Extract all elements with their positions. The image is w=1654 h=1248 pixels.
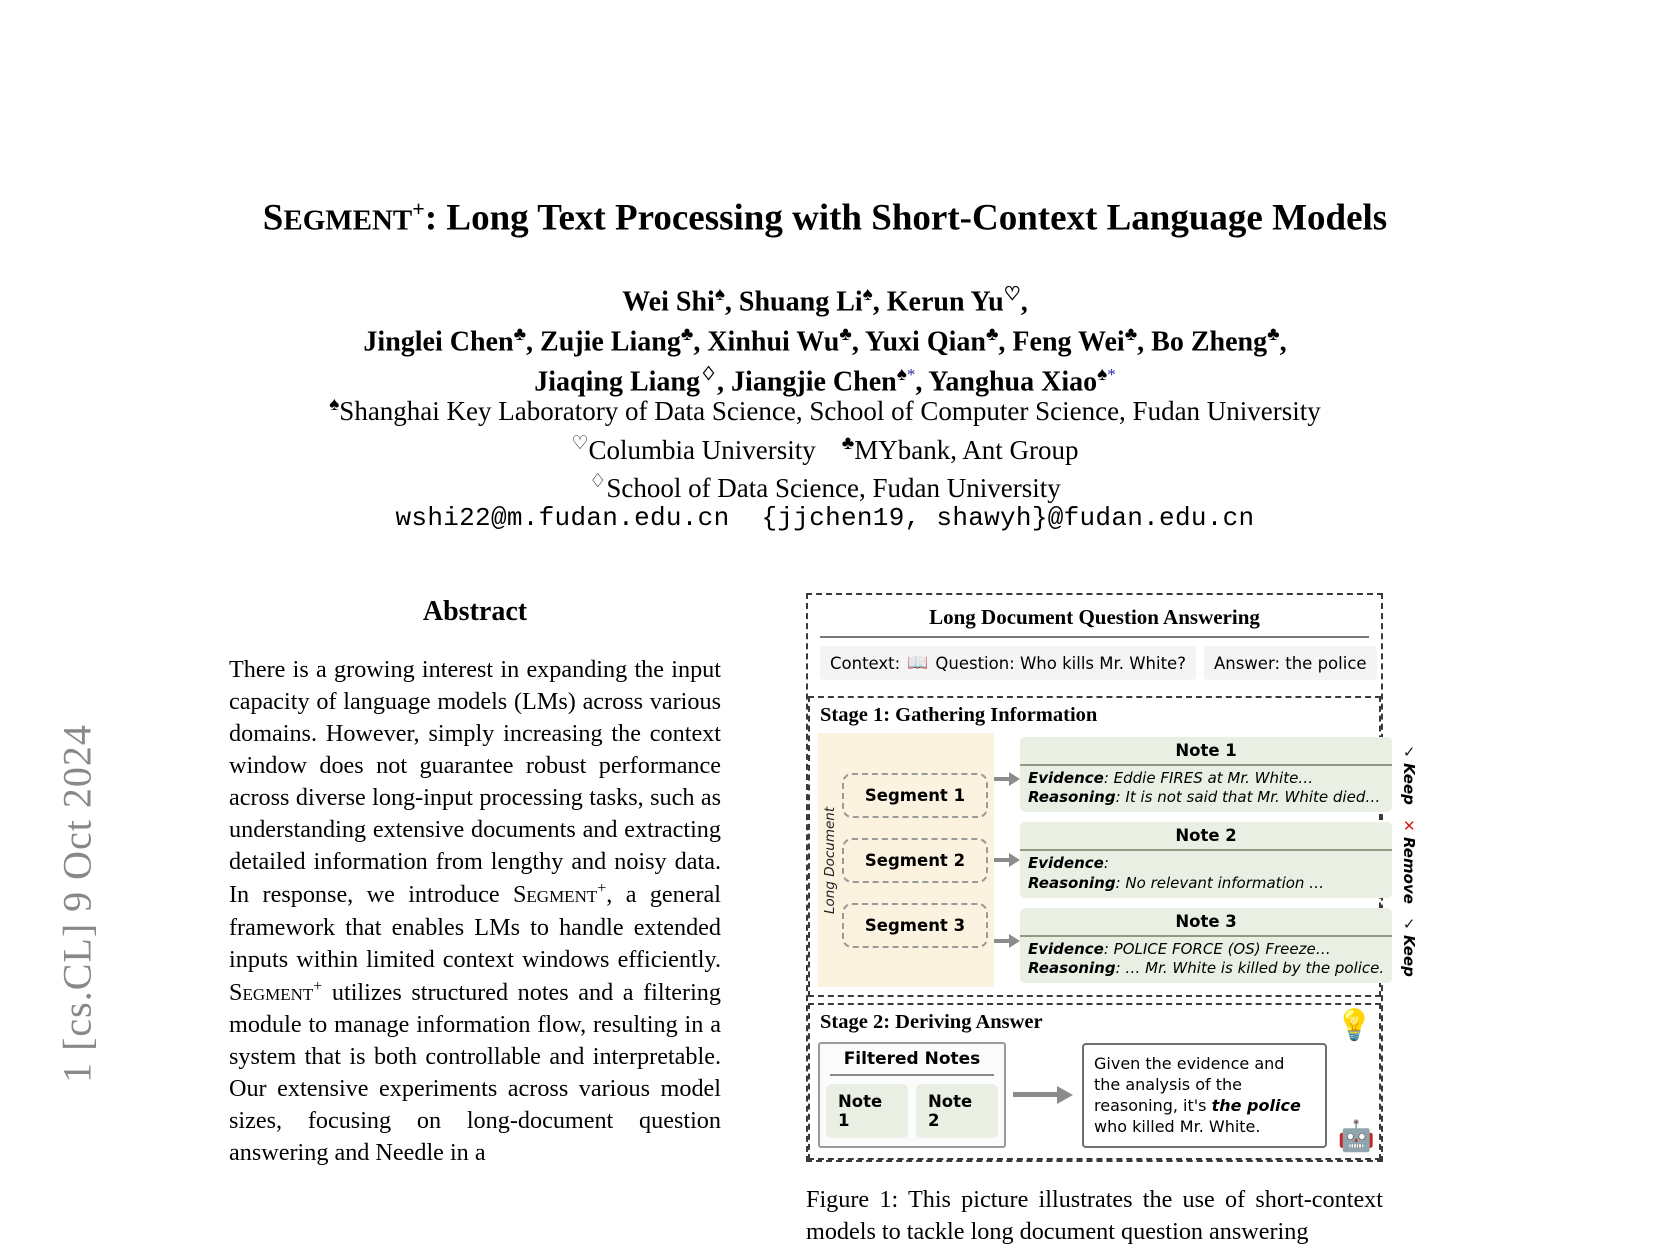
affiliation-text: Columbia University [588,434,816,465]
arrow-right-icon [994,934,1020,948]
author-affiliation-mark: ♠ [714,284,725,305]
figure-outer-frame [806,593,1419,1162]
method-name-superscript: + [313,977,323,995]
email-secondary[interactable]: {jjchen19, shawyh}@fudan.edu.cn [761,503,1255,533]
stage-1-body [818,733,1419,987]
author-affiliation-mark: ♣ [985,323,999,345]
author-line-3: Jiaqing Liang♢, Jiangjie Chen♠*, Yanghua Xiao♠* [534,363,1116,398]
answer-highlight: the police [1211,1096,1301,1116]
abstract-text-part-3: utilizes structured notes and a filtering module to manage information flow, resulting in a system that is both controllable and interpretable. Our extensive experiments across various model sizes, focusing on long-document question answering and Needle in a [229,978,721,1167]
stage-1-box [808,696,1419,997]
author-name: Wei Shi [622,286,715,318]
context-label: Context: [830,653,901,673]
decision-label: Keep [1400,935,1419,978]
note-body [1020,766,1392,812]
abstract-column [229,596,721,1169]
note-card [1020,737,1392,812]
title-tail: : Long Text Processing with Short-Context Language Models [424,197,1388,239]
author-line-1: Wei Shi♠, Shuang Li♠, Kerun Yu♡, [622,284,1028,318]
note-body [1020,937,1392,983]
answer-prefix: Given the evidence and the analysis of the reasoning, it's [1094,1053,1285,1116]
note-card [1020,822,1392,897]
filtered-notes-chips [826,1084,998,1138]
stage-2-box [808,1003,1381,1160]
reasoning-text: : … Mr. White is killed by the police. [1115,958,1385,977]
method-name: Segment [512,881,598,909]
author-name: Bo Zheng [1151,326,1268,358]
note-reasoning-line [1028,874,1384,893]
note-title: Note 1 [1020,737,1392,766]
arrow-right-icon [994,853,1020,867]
author-affiliation-mark: ♠ [1097,363,1108,385]
affiliations-block [180,392,1470,508]
affiliation-line-1 [180,392,1470,431]
abstract-heading: Abstract [422,596,528,627]
evidence-label: Evidence [1028,939,1104,958]
figure-column [806,593,1419,1248]
reasoning-label: Reasoning [1028,958,1116,977]
long-document-label: Long Document [822,806,838,914]
reasoning-text: : It is not said that Mr. White died… [1115,788,1381,807]
note-reasoning-line [1028,959,1384,978]
title-lead-cap: S [262,197,284,239]
title-lead-rest: EGMENT [283,204,413,237]
arrow-right-icon [994,772,1020,786]
decision-label: Keep [1400,762,1419,805]
author-affiliation-mark: ♣ [680,323,694,345]
segments-stack [842,773,988,948]
cross-icon: ✕ [1400,816,1419,835]
figure-caption: Figure 1: This picture illustrates the use of short-context models to tackle long document question answering [806,1186,1383,1246]
method-name: Segment [229,978,314,1006]
corresponding-author-star: * [1107,364,1116,384]
abstract-text-part-1: There is a growing interest in expanding the input capacity of language models (LMs) across various domains. However, simply increasing the context window does not guarantee robust performance across diverse long-input processing tasks, such as understanding extensive documents and extracting detailed information from lengthy and noisy data. In response, we introduce [229,656,721,909]
question-label: Question: Who kills Mr. White? [935,653,1186,673]
page-title [180,196,1470,241]
author-name: Jinglei Chen [363,326,514,358]
affiliation-mark: ♢ [589,471,607,493]
check-icon: ✓ [1400,915,1419,934]
affiliation-line-2 [180,431,1470,470]
author-name: Jiaqing Liang [534,366,700,398]
note-evidence-line [1028,769,1384,788]
check-icon: ✓ [1400,742,1419,761]
paper-title-block [180,196,1470,241]
note-title: Note 3 [1020,908,1392,937]
note-body [1020,851,1392,897]
final-answer-bubble [1082,1043,1327,1148]
author-affiliation-mark: ♢ [700,363,718,385]
stage-1-title: Stage 1: Gathering Information [820,704,1098,726]
affiliation-mark: ♡ [571,432,589,454]
evidence-text: : Eddie FIRES at Mr. White… [1103,769,1314,787]
decision-remove [1400,817,1418,904]
filtered-notes-title: Filtered Notes [830,1049,994,1076]
filtered-note-chip[interactable]: Note 2 [916,1084,998,1138]
context-question-answer-row [816,646,1373,682]
arrow-right-icon [1013,1086,1075,1104]
affiliation-line-3 [180,469,1470,508]
author-name: Zujie Liang [540,326,681,358]
decision-keep [1400,743,1418,805]
emails-block [180,503,1470,533]
authors-block [180,282,1470,402]
affiliation-text: Shanghai Key Laboratory of Data Science, School of Computer Science, Fudan University [339,396,1321,426]
note-title: Note 2 [1020,822,1392,851]
segments-column [818,733,994,987]
author-affiliation-mark: ♣ [1267,323,1280,345]
reasoning-label: Reasoning [1028,873,1116,892]
lightbulb-icon: 💡 [1335,1009,1373,1043]
segment-chip[interactable]: Segment 2 [842,838,988,883]
author-name: Jiangjie Chen [731,366,897,398]
note-evidence-line [1028,940,1384,959]
abstract-body [229,654,721,1169]
author-affiliation-mark: ♣ [1124,323,1138,345]
evidence-label: Evidence [1028,769,1104,787]
author-affiliation-mark: ♣ [513,323,527,345]
affiliation-mark: ♠ [329,394,340,415]
answer-cell: Answer: the police [1204,646,1377,680]
note-card [1020,908,1392,983]
reasoning-label: Reasoning [1028,788,1116,807]
note-reasoning-line [1028,788,1384,807]
robot-icon: 🤖 [1337,1120,1375,1154]
filtered-note-chip[interactable]: Note 1 [826,1084,908,1138]
email-primary[interactable]: wshi22@m.fudan.edu.cn [395,503,730,533]
affiliation-mark: ♣ [841,432,855,454]
affiliation-text: School of Data Science, Fudan University [606,473,1061,504]
answer-suffix: who killed Mr. White. [1094,1117,1261,1137]
note-evidence-line [1028,854,1384,873]
segment-to-note-arrows [994,733,1020,987]
reasoning-text: : No relevant information … [1115,873,1325,892]
author-affiliation-mark: ♠ [862,284,873,305]
method-name-superscript: + [597,880,607,898]
author-affiliation-mark: ♣ [839,323,852,345]
book-icon: 📖 [907,653,929,673]
title-superscript-plus: + [412,196,425,221]
corresponding-author-star: * [906,364,916,384]
affiliation-text: MYbank, Ant Group [854,434,1079,465]
context-question-cell [820,646,1196,680]
stage-2-arrow [1006,1086,1082,1104]
author-name: Xinhui Wu [707,326,840,358]
segment-chip[interactable]: Segment 1 [842,773,988,818]
decision-keep [1400,915,1418,977]
author-affiliation-mark: ♠ [896,363,907,385]
author-name: Kerun Yu [886,286,1004,318]
evidence-label: Evidence [1028,854,1104,873]
decision-label: Remove [1400,836,1419,904]
author-name: Yuxi Qian [864,326,986,358]
author-name: Shuang Li [738,286,863,318]
task-header-box [808,595,1381,690]
evidence-text: : [1103,854,1109,873]
author-name: Yanghua Xiao [928,366,1098,398]
stage-2-title: Stage 2: Deriving Answer [820,1011,1043,1034]
filtered-notes-box [818,1042,1006,1148]
author-name: Feng Wei [1012,326,1125,358]
filter-decisions-column [1392,733,1424,987]
segment-chip[interactable]: Segment 3 [842,903,988,948]
arxiv-stamp: 1 [cs.CL] 9 Oct 2024 [54,724,100,1083]
author-affiliation-mark: ♡ [1003,284,1021,305]
abstract-text-part-2: , a general framework that enables LMs to handle extended inputs within limited context windows efficiently. [229,881,722,973]
evidence-text: : POLICE FORCE (OS) Freeze… [1103,939,1331,958]
notes-column [1020,733,1392,987]
author-line-2: Jinglei Chen♣, Zujie Liang♣, Xinhui Wu♣, Yuxi Qian♣, Feng Wei♣, Bo Zheng♣, [363,323,1287,358]
task-title: Long Document Question Answering [820,601,1369,638]
